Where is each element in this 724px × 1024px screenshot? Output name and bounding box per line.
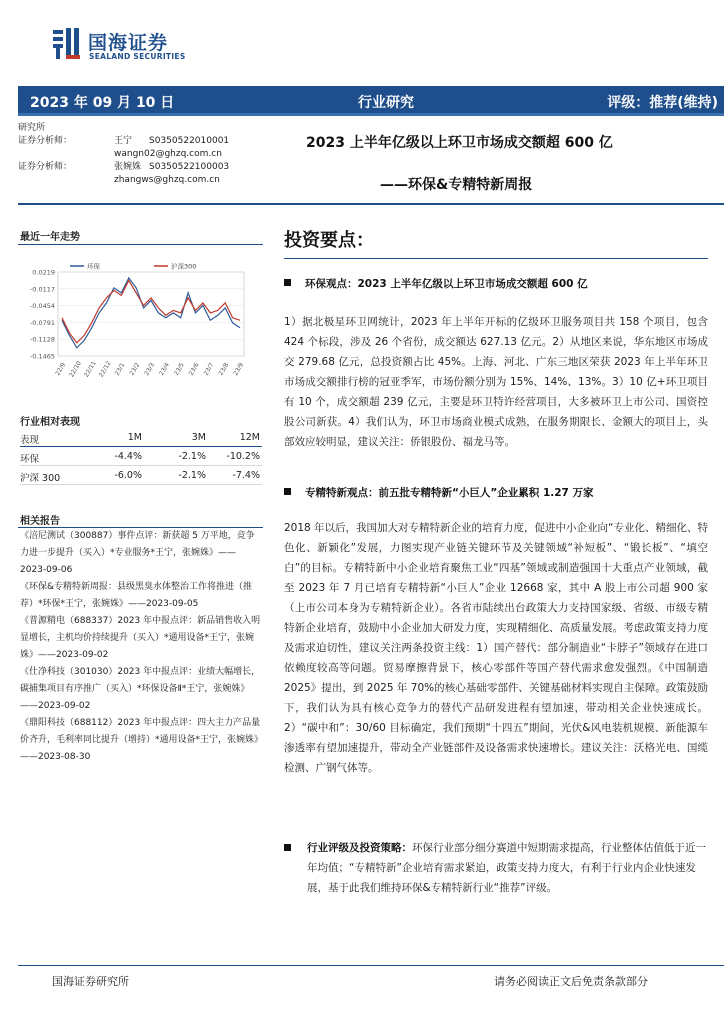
related-reports xyxy=(20,528,262,766)
chart-xtick-label: 23/1 xyxy=(113,361,127,377)
report-type: 行业研究 xyxy=(358,95,414,111)
main-divider xyxy=(284,258,708,259)
report-title: 2023 上半年亿级以上环卫市场成交额超 600 亿 xyxy=(306,135,613,151)
table-cell: -2.1% xyxy=(178,470,206,481)
chart-ytick-label: 0.0219 xyxy=(32,268,55,277)
chart-ytick-label: -0.1465 xyxy=(29,352,55,361)
chart-ytick-label: -0.0117 xyxy=(29,285,55,294)
footer-disclaimer: 请务必阅读正文后免责条款部分 xyxy=(494,975,648,988)
analyst-role: 证券分析师： xyxy=(18,162,73,172)
chart-xtick-label: 22/11 xyxy=(83,360,98,379)
report-subtitle: ——环保&专精特新周报 xyxy=(380,177,533,193)
chart-xtick-label: 23/5 xyxy=(172,361,186,377)
chart-xtick-label: 23/2 xyxy=(128,361,142,377)
reports-title: 相关报告 xyxy=(20,516,60,527)
chart-xtick-label: 23/4 xyxy=(158,361,171,377)
table-cell: -6.0% xyxy=(114,470,142,481)
analyst-cert: S0350522010001 xyxy=(149,136,230,146)
report-link[interactable]: 《普源精电（688337）2023 年中报点评：新品销售收入明显增长，主机均价持续提升（买入）*通用设备*王宁，张婉姝》——2023-09-02 xyxy=(20,616,261,660)
header-banner xyxy=(18,86,724,116)
table-cell: 环保 xyxy=(20,454,40,465)
chart-xtick-label: 22/10 xyxy=(68,360,83,379)
analyst-email[interactable]: wangn02@ghzq.com.cn xyxy=(114,149,222,159)
chart-series-line xyxy=(62,278,240,348)
table-cell: -7.4% xyxy=(232,470,260,481)
chart-xtick-label: 23/3 xyxy=(143,361,157,377)
section-srdi-body: 2018 年以后，我国加大对专精特新企业的培育力度，促进中小企业向“专业化、精细化、特色化、新颖化”发展，力图实现产业链关键环节及关键领域“补短板”、“锻长板”、“填空白”的目标。专精特新中小企业培育聚焦工业“四基”领域或制造强国十大重点产业领域，截至 2023 年 7 月已培育专精特新“小巨人”企业 12668 家，其中 A 股上市公司超 900 家（上市公司本身为专精特新企业）。各省市陆续出台政策大力支持国家级、省级、市级专精特新企业培育，鼓励中小企业加大研发力度，实现精细化、高质量发展。考虑政策支持力度及需求迫切性，建议关注两条投资主线：1）国产替代：部分制造业“卡脖子”领域存在进口依赖度较高等问题。贸易摩擦背景下，核心零部件等国产替代需求愈发强烈。《中国制造 2025》提出，到 2025 年 70%的核心基础零部件、关键基础材料实现自主保障。政策鼓励下，我们认为具有核心竞争力的替代产品研发进程有望加速，带动相关企业快速成长。2）“碳中和”：30/60 目标确定，我们预期“十四五”期间，光伏&风电装机规模、新能源车渗透率有望加速提升，带动全产业链部件及设备需求快速增长。建议关注：沃格光电、国缆检测、广钢气体等。 xyxy=(284,522,708,774)
perf-table xyxy=(20,428,262,485)
perf-title: 行业相对表现 xyxy=(20,417,80,428)
footer-institute: 国海证券研究所 xyxy=(52,975,129,988)
chart-legend-label: 沪深300 xyxy=(171,262,197,271)
chart-xtick-label: 23/6 xyxy=(187,361,201,377)
chart-ytick-label: -0.0791 xyxy=(29,318,55,327)
section-srdi-title xyxy=(284,485,594,500)
brand-name-en: SEALAND SECURITIES xyxy=(89,52,186,61)
report-link[interactable]: 《鼎阳科技（688112）2023 年中报点评：四大主力产品量价齐升，毛利率同比提升（增持）*通用设备*王宁，张婉姝》——2023-08-30 xyxy=(20,718,261,762)
footer-divider xyxy=(18,965,724,966)
table-cell: -4.4% xyxy=(114,451,142,462)
table-cell: -2.1% xyxy=(178,451,206,462)
brand-logo xyxy=(52,27,192,67)
brand-name-cn: 国海证券 xyxy=(88,32,169,54)
main-heading: 投资要点： xyxy=(284,230,374,251)
bullet-square-icon xyxy=(284,488,291,495)
analyst-role: 证券分析师： xyxy=(18,136,73,146)
analyst-block xyxy=(18,122,278,187)
table-header-row xyxy=(20,428,262,447)
bullet-square-icon xyxy=(284,279,291,286)
report-link[interactable]: 《环保&专精特新周报：县级黑臭水体整治工作将推进（推荐）*环保*王宁，张婉姝》——2023-09-05 xyxy=(20,582,253,609)
chart-ytick-label: -0.0454 xyxy=(29,302,55,311)
bullet-square-icon xyxy=(284,844,291,851)
table-header: 表现 xyxy=(20,435,40,446)
trend-chart xyxy=(20,262,260,390)
analyst-email[interactable]: zhangws@ghzq.com.cn xyxy=(114,175,220,185)
table-header: 12M xyxy=(239,432,260,443)
strategy-body: 环保行业部分细分赛道中短期需求提高，行业整体估值低于近一年均值；“专精特新”企业培育需求紧迫，政策支持力度大，有利于行业内企业快速发展，基于此我们维持环保&专精特新行业“推荐”评级。 xyxy=(307,842,706,894)
chart-xtick-label: 23/8 xyxy=(217,361,231,377)
chart-xtick-label: 22/12 xyxy=(97,360,113,379)
table-header: 1M xyxy=(127,432,142,443)
report-link[interactable]: 《涪尼测试（300887）事件点评：新获超 5 万平地，竞争力进一步提升（买入）*专业服务*王宁，张婉姝》——2023-09-06 xyxy=(20,531,255,575)
trend-title: 最近一年走势 xyxy=(20,232,80,243)
header-divider xyxy=(18,203,724,205)
section-strategy xyxy=(284,838,708,898)
chart-xtick-label: 23/7 xyxy=(202,361,216,377)
institute-label: 研究所 xyxy=(18,123,46,133)
report-date: 2023 年 09 月 10 日 xyxy=(30,95,175,111)
table-row xyxy=(20,447,262,466)
analyst-cert: S0350522100003 xyxy=(149,162,230,172)
section-srdi-title-text: 专精特新观点：前五批专精特新“小巨人”企业累积 1.27 万家 xyxy=(305,487,594,499)
sealand-logo-icon xyxy=(52,27,82,61)
table-cell: 沪深 300 xyxy=(20,473,61,484)
chart-xtick-label: 23/9 xyxy=(232,361,246,377)
table-row xyxy=(20,466,262,485)
strategy-label: 行业评级及投资策略： xyxy=(307,842,412,854)
section-env-body: 1）据北极星环卫网统计，2023 年上半年开标的亿级环卫服务项目共 158 个项目，包含 424 个标段，涉及 26 个省份，成交额达 627.13 亿元。2）从地区来说，华东地区市场成交 279.68 亿元，总投资额占比 45%。上海、河北、广东三地区荣获 2023 年上半年环卫市场成交额排行榜的冠亚季军，市场份额分别为 15%、14%、13%。3）10 亿+环卫项目有 10 个，成交额超 239 亿元，主要是环卫特许经营项目，大多被环卫上市公司、国资控股公司新获。4）我们认为，环卫市场商业模式成熟，在服务期限长、金额大的项目上，头部效应较明显，建议关注：侨银股份、福龙马等。 xyxy=(284,316,708,448)
trend-divider xyxy=(18,244,263,245)
rating-label: 评级：推荐(维持) xyxy=(607,95,718,111)
report-link[interactable]: 《仕净科技（301030）2023 年中报点评：业绩大幅增长，碳捕集项目有序推广（买入）*环保设备Ⅱ*王宁，张婉姝》——2023-09-02 xyxy=(20,667,261,711)
section-env-title xyxy=(284,276,588,291)
section-env-title-text: 环保观点：2023 上半年亿级以上环卫市场成交额超 600 亿 xyxy=(305,278,588,290)
chart-frame xyxy=(58,272,244,356)
table-cell: -10.2% xyxy=(226,451,260,462)
analyst-name: 张婉姝 xyxy=(114,162,142,172)
chart-xtick-label: 22/9 xyxy=(54,361,68,377)
analyst-name: 王宁 xyxy=(114,136,133,146)
table-header: 3M xyxy=(191,432,206,443)
chart-ytick-label: -0.1128 xyxy=(29,335,55,344)
chart-legend-label: 环保 xyxy=(87,262,100,271)
